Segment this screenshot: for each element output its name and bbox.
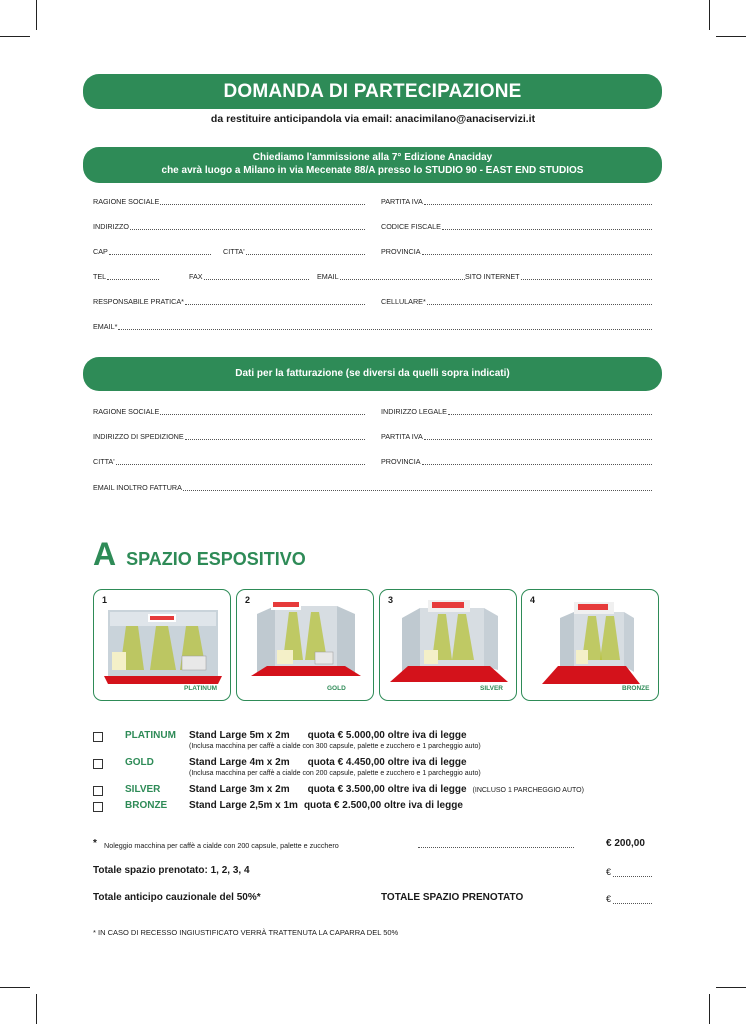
section-letter: A xyxy=(93,536,117,572)
stand-size: Stand Large 4m x 2m xyxy=(189,757,290,768)
request-line-2: che avrà luogo a Milano in via Mecenate 88/A presso lo STUDIO 90 - EAST END STUDIOS xyxy=(161,165,584,176)
section-title: SPAZIO ESPOSITIVO xyxy=(126,549,306,569)
checkbox-platinum[interactable] xyxy=(93,732,103,742)
totale-prenotato-label: TOTALE SPAZIO PRENOTATO xyxy=(381,892,524,903)
field-email-2[interactable]: EMAIL* xyxy=(93,321,652,331)
field-sito[interactable]: SITO INTERNET xyxy=(465,271,652,281)
page-subtitle: da restituire anticipandola via email: anacimilano@anaciservizi.it xyxy=(210,113,536,125)
totale-spazio-euro: € xyxy=(606,867,612,877)
stand-quota: quota € 4.450,00 oltre iva di legge xyxy=(307,757,467,768)
totale-spazio-field[interactable] xyxy=(613,876,652,877)
page-title: DOMANDA DI PARTECIPAZIONE xyxy=(83,74,662,109)
stand-tier-label: BRONZE xyxy=(622,685,650,692)
tier-name-bronze: BRONZE xyxy=(125,800,168,811)
totale-anticipo-euro: € xyxy=(606,894,612,904)
crop-mark xyxy=(36,0,37,30)
disclaimer: * IN CASO DI RECESSO INGIUSTIFICATO VERRÀ TRATTENUTA LA CAPARRA DEL 50% xyxy=(93,928,399,937)
option-silver-line xyxy=(189,784,584,795)
field-fax[interactable]: FAX xyxy=(189,271,309,281)
stand-size: Stand Large 2,5m x 1m xyxy=(189,800,298,811)
option-bronze-line xyxy=(189,800,463,811)
stand-number: 1 xyxy=(102,595,108,605)
noleggio-price: € 200,00 xyxy=(606,838,645,849)
billing-indirizzo-spedizione[interactable]: INDIRIZZO DI SPEDIZIONE xyxy=(93,431,365,441)
field-indirizzo[interactable]: INDIRIZZO xyxy=(93,221,365,231)
checkbox-silver[interactable] xyxy=(93,786,103,796)
tier-name-platinum: PLATINUM xyxy=(125,730,176,741)
billing-partita-iva[interactable]: PARTITA IVA xyxy=(381,431,652,441)
stand-tier-label: PLATINUM xyxy=(184,685,218,692)
totale-anticipo-field[interactable] xyxy=(613,903,652,904)
noleggio-star: * xyxy=(93,838,97,849)
billing-provincia[interactable]: PROVINCIA xyxy=(381,456,652,466)
billing-ragione-sociale[interactable]: RAGIONE SOCIALE xyxy=(93,406,365,416)
field-cellulare[interactable]: CELLULARE* xyxy=(381,296,652,306)
option-gold-line xyxy=(189,757,467,768)
tier-name-gold: GOLD xyxy=(125,757,154,768)
crop-mark xyxy=(36,994,37,1024)
stand-tier-label: GOLD xyxy=(327,685,346,692)
request-line-1: Chiediamo l'ammissione alla 7° Edizione Anaciday xyxy=(252,152,493,163)
totale-spazio-label: Totale spazio prenotato: 1, 2, 3, 4 xyxy=(93,865,250,876)
field-partita-iva[interactable]: PARTITA IVA xyxy=(381,196,652,206)
noleggio-text: Noleggio macchina per caffè a cialde con 200 capsule, palette e zucchero xyxy=(104,841,339,850)
field-email[interactable]: EMAIL xyxy=(317,271,465,281)
crop-mark xyxy=(0,36,30,37)
stand-tier-label: SILVER xyxy=(480,685,503,692)
option-platinum-line xyxy=(189,730,467,741)
stand-card-gold xyxy=(236,589,374,701)
option-gold-note: (Inclusa macchina per caffè a cialde con 200 capsule, palette e zucchero e 1 parcheggio auto) xyxy=(189,770,481,777)
field-provincia[interactable]: PROVINCIA xyxy=(381,246,652,256)
stand-card-bronze xyxy=(521,589,659,701)
stand-size: Stand Large 5m x 2m xyxy=(189,730,290,741)
request-banner xyxy=(83,147,662,183)
stand-quota: quota € 5.000,00 oltre iva di legge xyxy=(307,730,467,741)
totale-anticipo-label: Totale anticipo cauzionale del 50%* xyxy=(93,892,261,903)
crop-mark xyxy=(709,0,710,30)
billing-banner: Dati per la fatturazione (se diversi da quelli sopra indicati) xyxy=(83,357,662,391)
field-cap[interactable]: CAP xyxy=(93,246,211,256)
section-a-header xyxy=(93,536,306,573)
stand-quota: quota € 3.500,00 oltre iva di legge xyxy=(307,784,467,795)
tier-name-silver: SILVER xyxy=(125,784,161,795)
checkbox-bronze[interactable] xyxy=(93,802,103,812)
billing-indirizzo-legale[interactable]: INDIRIZZO LEGALE xyxy=(381,406,652,416)
billing-email-fattura[interactable]: EMAIL INOLTRO FATTURA xyxy=(93,482,652,492)
stand-quota: quota € 2.500,00 oltre iva di legge xyxy=(303,800,463,811)
checkbox-gold[interactable] xyxy=(93,759,103,769)
noleggio-dots xyxy=(418,847,574,848)
option-platinum-note: (Inclusa macchina per caffè a cialde con 300 capsule, palette e zucchero e 1 parcheggio auto) xyxy=(189,743,481,750)
crop-mark xyxy=(0,987,30,988)
stand-number: 2 xyxy=(245,595,251,605)
field-responsabile[interactable]: RESPONSABILE PRATICA* xyxy=(93,296,365,306)
crop-mark xyxy=(709,994,710,1024)
stand-card-platinum xyxy=(93,589,231,701)
stand-number: 4 xyxy=(530,595,536,605)
field-tel[interactable]: TEL xyxy=(93,271,159,281)
crop-mark xyxy=(716,987,746,988)
crop-mark xyxy=(716,36,746,37)
stand-number: 3 xyxy=(388,595,394,605)
billing-citta[interactable]: CITTA' xyxy=(93,456,365,466)
stand-illustration xyxy=(237,590,374,701)
stand-extra: (INCLUSO 1 PARCHEGGIO AUTO) xyxy=(472,787,584,794)
field-citta[interactable]: CITTA' xyxy=(223,246,365,256)
stand-card-silver xyxy=(379,589,517,701)
field-codice-fiscale[interactable]: CODICE FISCALE xyxy=(381,221,652,231)
field-ragione-sociale[interactable]: RAGIONE SOCIALE xyxy=(93,196,365,206)
stand-size: Stand Large 3m x 2m xyxy=(189,784,290,795)
